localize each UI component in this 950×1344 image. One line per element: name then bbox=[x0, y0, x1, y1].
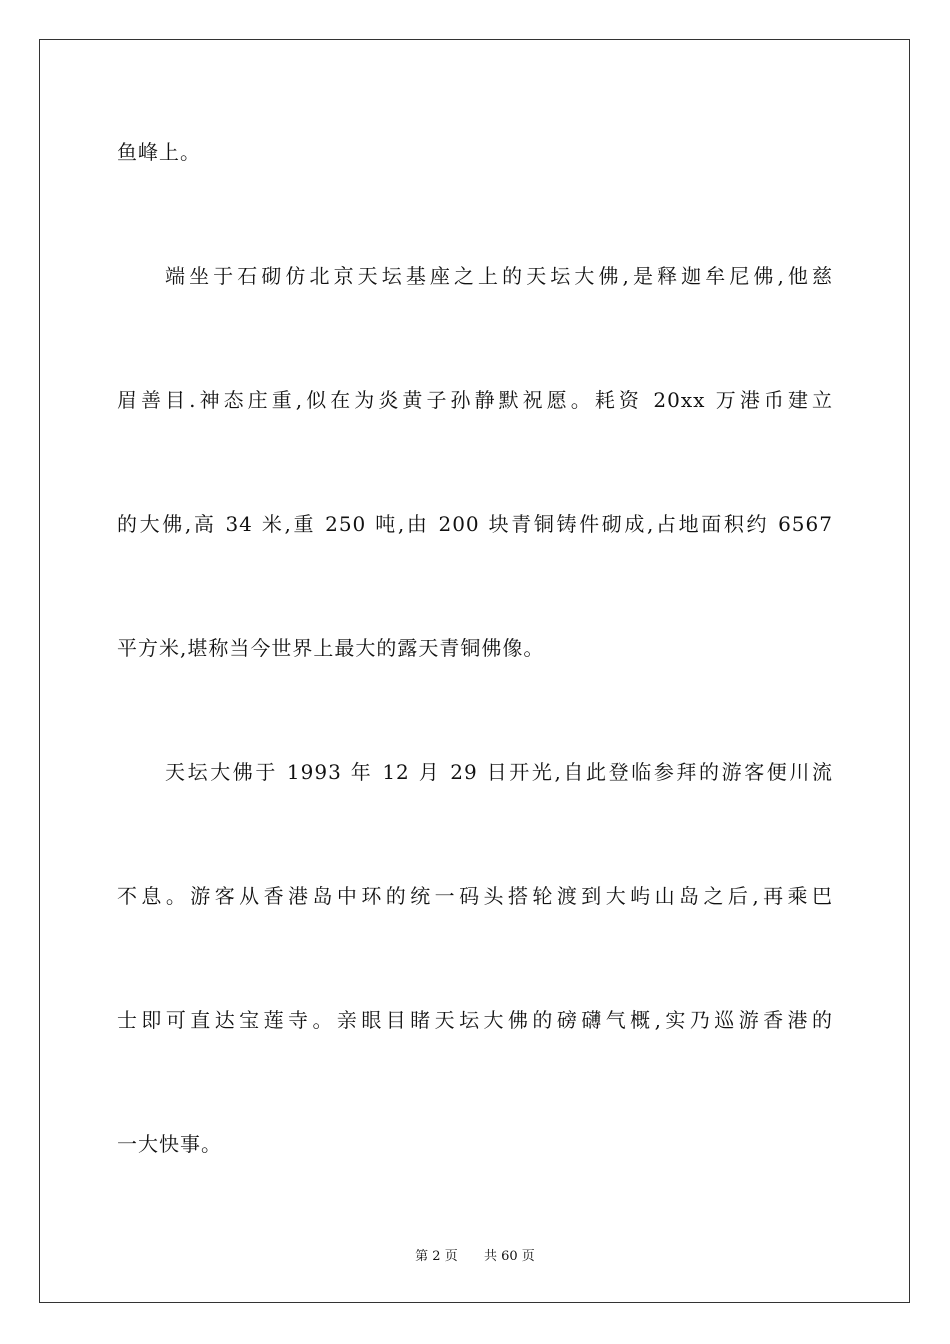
text-line-3: 眉善目.神态庄重,似在为炎黄子孙静默祝愿。耗资 20xx 万港币建立 bbox=[117, 388, 833, 412]
text-line-8: 士即可直达宝莲寺。亲眼目睹天坛大佛的磅礴气概,实乃巡游香港的 bbox=[117, 1008, 833, 1032]
page-footer bbox=[0, 1248, 950, 1266]
text-line-7: 不息。游客从香港岛中环的统一码头搭轮渡到大屿山岛之后,再乘巴 bbox=[117, 884, 833, 908]
text-line-2: 端坐于石砌仿北京天坛基座之上的天坛大佛,是释迦牟尼佛,他慈 bbox=[165, 264, 833, 288]
text-line-9: 一大快事。 bbox=[117, 1132, 222, 1156]
text-line-1: 鱼峰上。 bbox=[117, 140, 201, 164]
page-border bbox=[39, 39, 910, 1303]
text-line-5: 平方米,堪称当今世界上最大的露天青铜佛像。 bbox=[117, 636, 545, 660]
text-line-6: 天坛大佛于 1993 年 12 月 29 日开光,自此登临参拜的游客便川流 bbox=[165, 760, 833, 784]
page-total: 共 60 页 bbox=[484, 1249, 535, 1264]
text-line-4: 的大佛,高 34 米,重 250 吨,由 200 块青铜铸件砌成,占地面积约 6567 bbox=[117, 512, 833, 536]
page-number: 第 2 页 bbox=[415, 1249, 458, 1264]
